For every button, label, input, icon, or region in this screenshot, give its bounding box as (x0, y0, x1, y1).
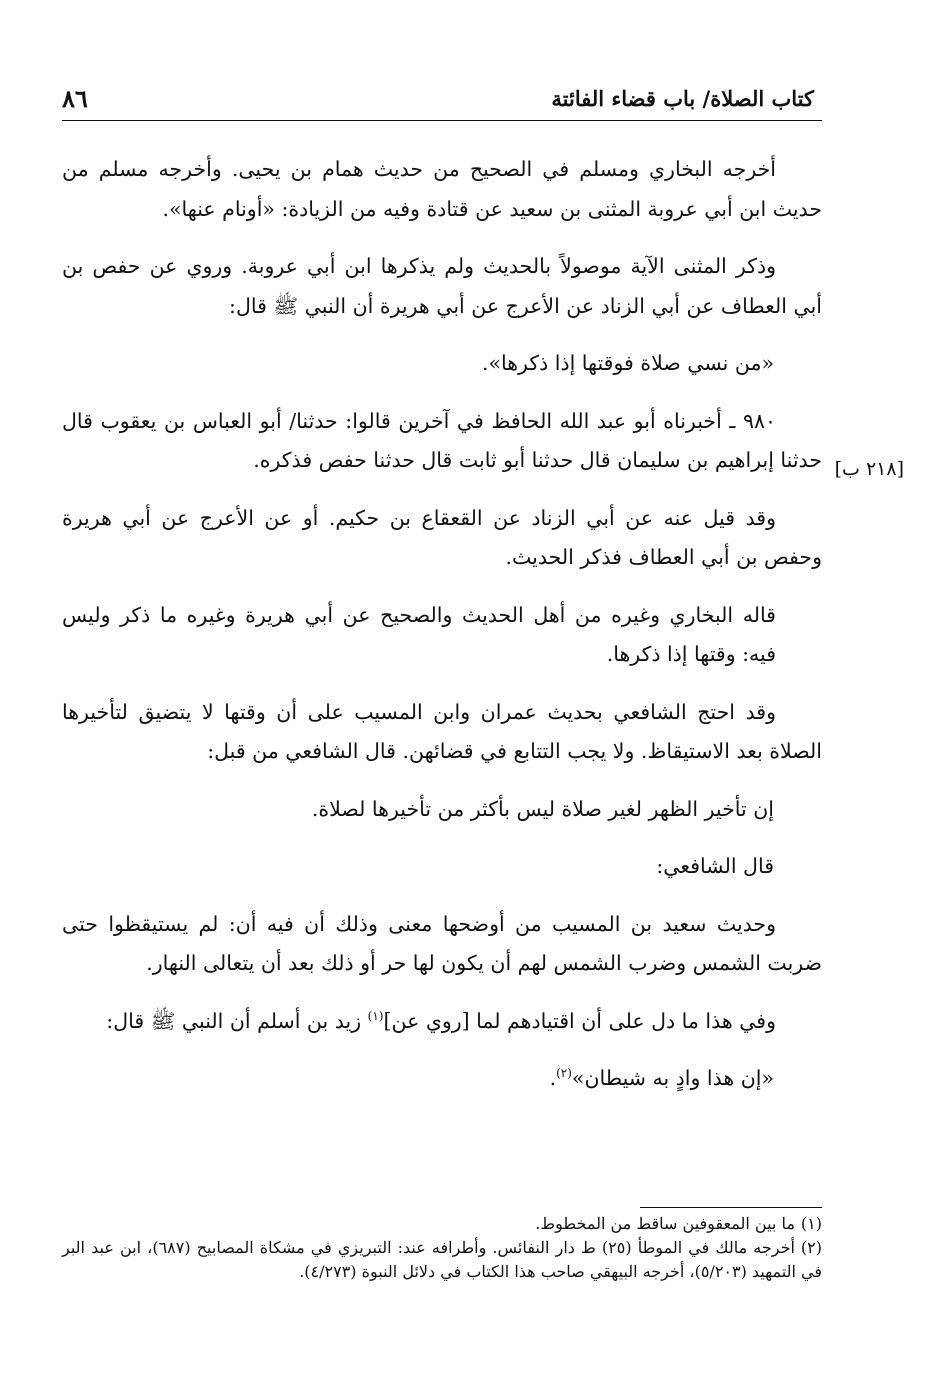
shafii-said: قال الشافعي: (656, 854, 774, 878)
footnote-1-number: (١) (800, 1214, 822, 1233)
paragraph-1: أخرجه البخاري ومسلم في الصحيح من حديث همام بن يحيى. وأخرجه مسلم من حديث ابن أبي عروبة المثنى بن سعيد عن قتادة وفيه من الزيادة: «أونام عنها». (62, 157, 822, 221)
paragraph-5: وقد قيل عنه عن أبي الزناد عن القعقاع بن حكيم. أو عن الأعرج عن أبي هريرة وحفص بن أبي العطاف فذكر الحديث. (62, 505, 822, 569)
page-header (62, 82, 822, 122)
manuscript-folio-note: [٢١٨ ب] (834, 458, 904, 480)
paragraph-11 (62, 1002, 822, 1042)
paragraph-10: وحديث سعيد بن المسيب من أوضحها معنى وذلك أن فيه أن: لم يستيقظوا حتى ضربت الشمس وضرب الشمس لهم أن يكون لها حر أو ذلك بعد أن يتعالى النهار. (62, 911, 822, 975)
hadith-quote-2-text: «إن هذا وادٍ به شيطان» (571, 1066, 774, 1090)
hadith-980: ٩٨٠ ـ أخبرناه أبو عبد الله الحافظ في آخرين قالوا: حدثنا/ أبو العباس بن يعقوب قال حدثنا إبراهيم بن سليمان قال حدثنا أبو ثابت قال حدثنا حفص فذكره. (62, 408, 822, 472)
footnote-1-text: ما بين المعقوفين ساقط من المخطوط. (535, 1214, 795, 1233)
footnote-2-number: (٢) (800, 1238, 822, 1257)
footnote-1 (62, 1212, 822, 1236)
paragraph-6: قاله البخاري وغيره من أهل الحديث والصحيح عن أبي هريرة وغيره ما ذكر وليس فيه: وقتها إذا ذكرها. (62, 602, 776, 666)
footnote-divider (640, 1207, 822, 1208)
main-text (62, 150, 822, 1117)
running-title: كتاب الصلاة/ باب قضاء الفائتة (551, 86, 814, 111)
footnote-ref-1[interactable]: (١) (367, 1008, 384, 1023)
footnote-2-text: أخرجه مالك في الموطأ (٢٥) ط دار النفائس. وأطرافه عند: التبريزي في مشكاة المصابيح (٦٨٧)، ابن عبد البر في التمهيد (٥/٢٠٣)، أخرجه البيهقي صاحب هذا الكتاب في دلائل النبوة (٤/٢٧٣). (62, 1238, 822, 1281)
header-divider (62, 120, 822, 121)
paragraph-11-text-b: زيد بن أسلم أن النبي ﷺ قال: (106, 1008, 368, 1033)
hadith-quote-2 (62, 1059, 822, 1099)
hadith-quote-1: «من نسي صلاة فوقتها إذا ذكرها». (481, 351, 774, 375)
paragraph-7: وقد احتج الشافعي بحديث عمران وابن المسيب على أن وقتها لا يتضيق لتأخيرها الصلاة بعد الاستيقاظ. ولا يجب التتابع في قضائهن. قال الشافعي من قبل: (62, 699, 822, 763)
page-number: ٨٦ (62, 84, 88, 113)
footnote-ref-2[interactable]: (٢) (556, 1066, 572, 1081)
hadith-quote-2-end: . (549, 1066, 557, 1090)
footnotes (62, 1212, 822, 1284)
paragraph-2: وذكر المثنى الآية موصولاً بالحديث ولم يذكرها ابن أبي عروبة. وروي عن حفص بن أبي العطاف عن أبي الزناد عن الأعرج عن أبي هريرة أن النبي ﷺ قال: (62, 254, 822, 318)
footnote-2 (62, 1236, 822, 1284)
shafii-quote: إن تأخير الظهر لغير صلاة ليس بأكثر من تأخيرها لصلاة. (311, 796, 774, 821)
paragraph-11-text-a: وفي هذا ما دل على أن اقتيادهم لما [روي عن] (383, 1008, 776, 1033)
